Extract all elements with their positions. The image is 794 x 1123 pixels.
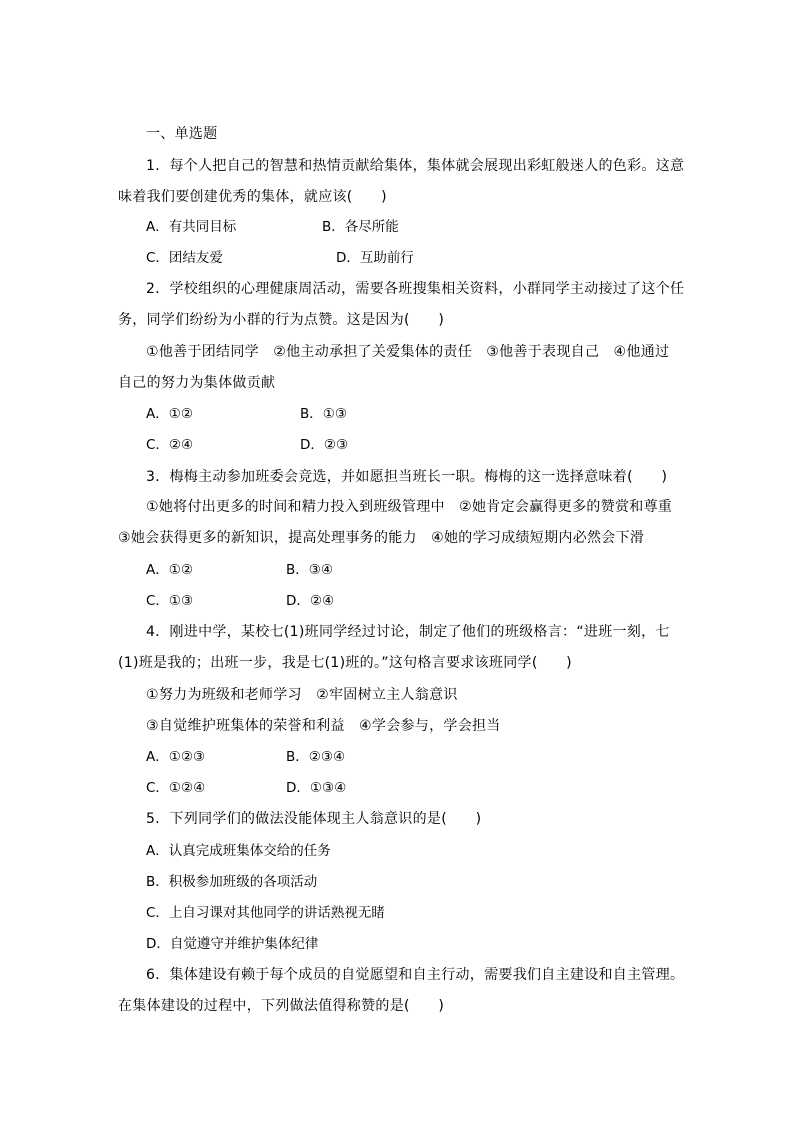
question-1-stem-line2: 味着我们要创建优秀的集体，就应该( ) <box>118 189 387 205</box>
question-4-option-d: D．①③④ <box>286 780 347 796</box>
question-2-option-c: C．②④ <box>146 437 194 453</box>
question-1-stem-line1: 1．每个人把自己的智慧和热情贡献给集体，集体就会展现出彩虹般迷人的色彩。这意 <box>146 158 685 174</box>
question-5-option-a: A．认真完成班集体交给的任务 <box>146 843 331 859</box>
question-6-stem-line2: 在集体建设的过程中，下列做法值得称赞的是( ) <box>118 998 445 1014</box>
question-3-option-b: B．③④ <box>286 562 333 578</box>
question-5-stem-line1: 5．下列同学们的做法没能体现主人翁意识的是( ) <box>146 811 482 827</box>
question-2-statements-line2: 自己的努力为集体做贡献 <box>118 375 276 391</box>
question-6-stem-line1: 6．集体建设有赖于每个成员的自觉愿望和自主行动，需要我们自主建设和自主管理。 <box>146 967 685 983</box>
question-3-statements-line2: ③她会获得更多的新知识，提高处理事务的能力 ④她的学习成绩短期内必然会下滑 <box>118 530 645 546</box>
question-1-option-c: C．团结友爱 <box>146 250 223 266</box>
question-3-statements-line1: ①她将付出更多的时间和精力投入到班级管理中 ②她肯定会赢得更多的赞赏和尊重 <box>146 499 673 515</box>
question-2-option-b: B．①③ <box>300 406 347 422</box>
question-3-option-d: D．②④ <box>286 593 335 609</box>
question-5-option-b: B．积极参加班级的各项活动 <box>146 874 318 890</box>
question-4-stem-line2: (1)班是我的；出班一步，我是七(1)班的。”这句格言要求该班同学( ) <box>118 655 572 671</box>
question-4-option-a: A．①②③ <box>146 749 206 765</box>
question-1-option-d: D．互助前行 <box>336 250 414 266</box>
question-2-option-a: A．①② <box>146 406 193 422</box>
question-2-statements-line1: ①他善于团结同学 ②他主动承担了关爱集体的责任 ③他善于表现自己 ④他通过 <box>146 344 670 360</box>
question-3-stem-line1: 3．梅梅主动参加班委会竞选，并如愿担当班长一职。梅梅的这一选择意味着( ) <box>146 469 668 485</box>
question-4-statements-line2: ③自觉维护班集体的荣誉和利益 ④学会参与，学会担当 <box>146 718 501 734</box>
question-3-option-c: C．①③ <box>146 593 194 609</box>
question-1-option-a: A．有共同目标 <box>146 219 237 235</box>
question-5-option-d: D．自觉遵守并维护集体纪律 <box>146 936 319 952</box>
question-2-option-d: D．②③ <box>300 437 349 453</box>
question-2-stem-line1: 2．学校组织的心理健康周活动，需要各班搜集相关资料，小群同学主动接过了这个任 <box>146 281 685 297</box>
question-5-option-c: C．上自习课对其他同学的讲话熟视无睹 <box>146 905 385 921</box>
question-3-option-a: A．①② <box>146 562 193 578</box>
question-4-option-b: B．②③④ <box>286 749 346 765</box>
question-4-option-c: C．①②④ <box>146 780 206 796</box>
section-title: 一、单选题 <box>146 126 218 142</box>
question-1-option-b: B．各尽所能 <box>322 219 399 235</box>
question-4-statements-line1: ①努力为班级和老师学习 ②牢固树立主人翁意识 <box>146 687 458 703</box>
question-4-stem-line1: 4．刚进中学，某校七(1)班同学经过讨论，制定了他们的班级格言：“进班一刻，七 <box>146 624 670 640</box>
question-2-stem-line2: 务，同学们纷纷为小群的行为点赞。这是因为( ) <box>118 312 445 328</box>
